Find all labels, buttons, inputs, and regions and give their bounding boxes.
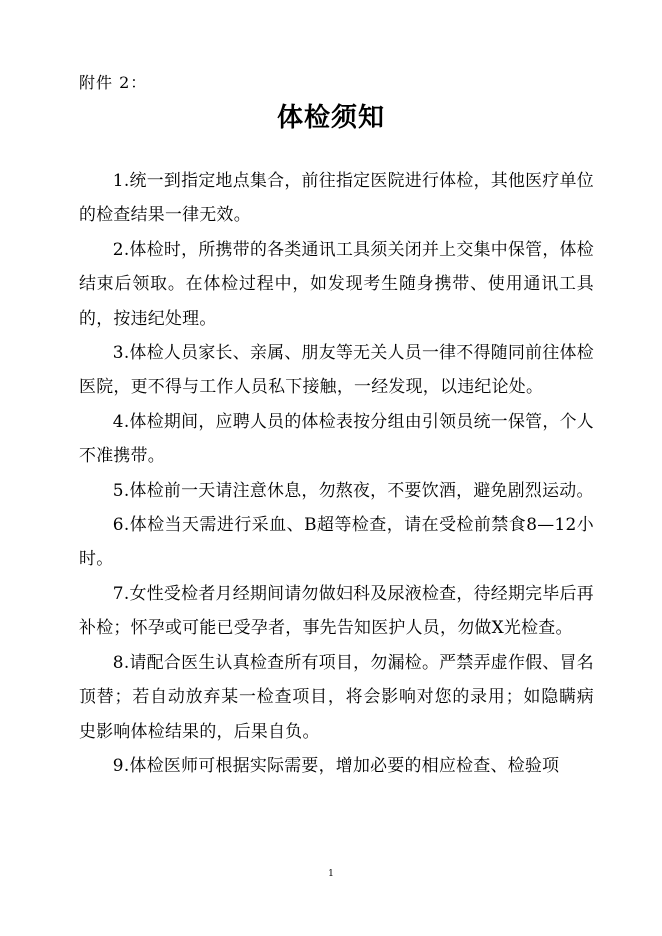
paragraph-4: 4.体检期间，应聘人员的体检表按分组由引领员统一保管，个人不准携带。 xyxy=(79,410,594,466)
paragraph-2: 2.体检时，所携带的各类通讯工具须关闭并上交集中保管，体检结束后领取。在体检过程中，如发现考生随身携带、使用通讯工具的，按违纪处理。 xyxy=(79,238,594,328)
paragraph-8: 8.请配合医生认真检查所有项目，勿漏检。严禁弄虚作假、冒名顶替；若自动放弃某一检查项目，将会影响对您的录用；如隐瞒病史影响体检结果的，后果自负。 xyxy=(79,651,594,741)
paragraph-9: 9.体检医师可根据实际需要，增加必要的相应检查、检验项 xyxy=(112,754,560,775)
paragraph-7: 7.女性受检者月经期间请勿做妇科及尿液检查，待经期完毕后再补检；怀孕或可能已受孕者，事先告知医护人员，勿做X光检查。 xyxy=(79,582,594,638)
document-body xyxy=(79,163,594,782)
paragraph-1: 1.统一到指定地点集合，前往指定医院进行体检，其他医疗单位的检查结果一律无效。 xyxy=(79,170,594,225)
document-title: 体检须知 xyxy=(276,103,385,133)
attachment-label: 附件 2： xyxy=(79,73,148,92)
paragraph-3: 3.体检人员家长、亲属、朋友等无关人员一律不得随同前往体检医院，更不得与工作人员私下接触，一经发现，以违纪论处。 xyxy=(79,342,594,397)
page-number: 1 xyxy=(328,869,334,879)
paragraph-5: 5.体检前一天请注意休息，勿熬夜，不要饮酒，避免剧烈运动。 xyxy=(112,479,594,500)
paragraph-6: 6.体检当天需进行采血、B超等检查，请在受检前禁食8—12小时。 xyxy=(79,514,594,569)
